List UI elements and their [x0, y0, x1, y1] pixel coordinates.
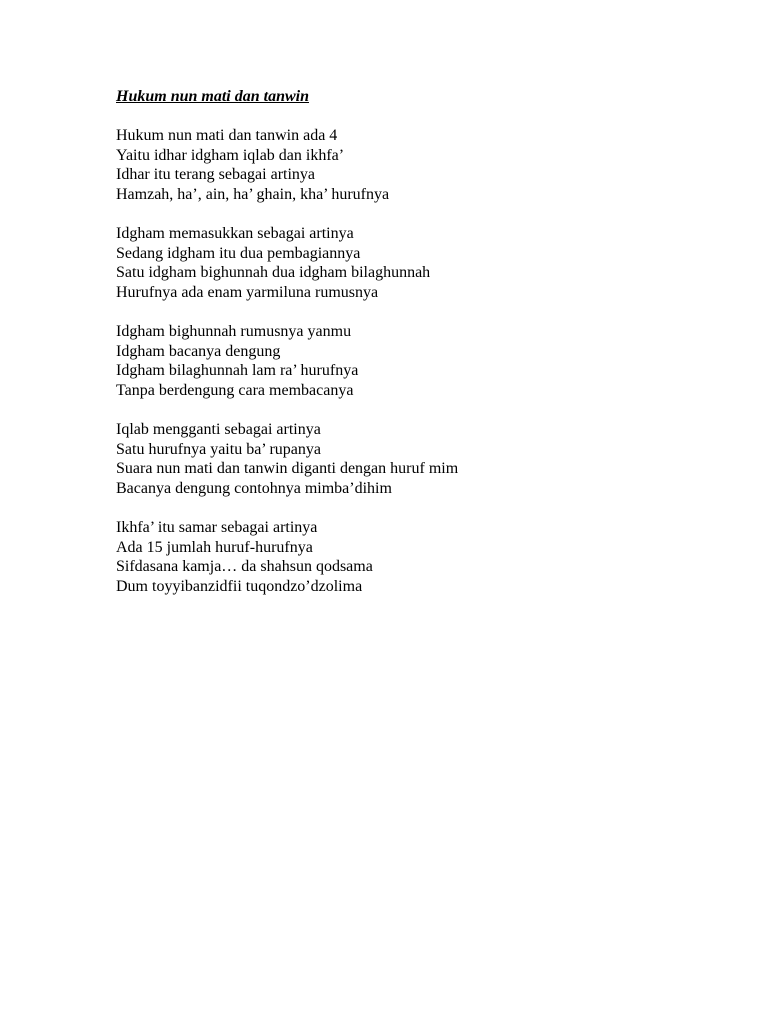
text-line: Sifdasana kamja… da shahsun qodsama [116, 558, 373, 576]
text-line: Ada 15 jumlah huruf-hurufnya [116, 538, 313, 556]
text-line: Sedang idgham itu dua pembagiannya [116, 244, 361, 262]
text-line: Iqlab mengganti sebagai artinya [116, 421, 321, 439]
stanza-2 [116, 224, 676, 302]
text-line: Bacanya dengung contohnya mimba’dihim [116, 479, 392, 497]
text-line: Idgham bilaghunnah lam ra’ hurufnya [116, 362, 359, 380]
text-line: Suara nun mati dan tanwin diganti dengan huruf mim [116, 460, 459, 478]
text-line: Idgham bighunnah rumusnya yanmu [116, 323, 352, 341]
stanza-4 [116, 420, 676, 498]
text-line: Satu hurufnya yaitu ba’ rupanya [116, 440, 321, 458]
text-line: Hamzah, ha’, ain, ha’ ghain, kha’ hurufnya [116, 185, 390, 203]
text-line: Idhar itu terang sebagai artinya [116, 166, 316, 184]
text-line: Satu idgham bighunnah dua idgham bilaghunnah [116, 264, 431, 282]
text-line: Hurufnya ada enam yarmiluna rumusnya [116, 283, 379, 301]
document-body [116, 87, 676, 616]
stanza-1 [116, 126, 676, 204]
text-line: Ikhfa’ itu samar sebagai artinya [116, 519, 318, 537]
stanza-5 [116, 518, 676, 596]
stanza-3 [116, 322, 676, 400]
text-line: Yaitu idhar idgham iqlab dan ikhfa’ [116, 146, 345, 164]
document-title: Hukum nun mati dan tanwin [116, 88, 309, 105]
text-line: Dum toyyibanzidfii tuqondzo’dzolima [116, 577, 363, 595]
text-line: Hukum nun mati dan tanwin ada 4 [116, 127, 338, 145]
text-line: Idgham memasukkan sebagai artinya [116, 225, 354, 243]
text-line: Tanpa berdengung cara membacanya [116, 381, 354, 399]
text-line: Idgham bacanya dengung [116, 342, 281, 360]
